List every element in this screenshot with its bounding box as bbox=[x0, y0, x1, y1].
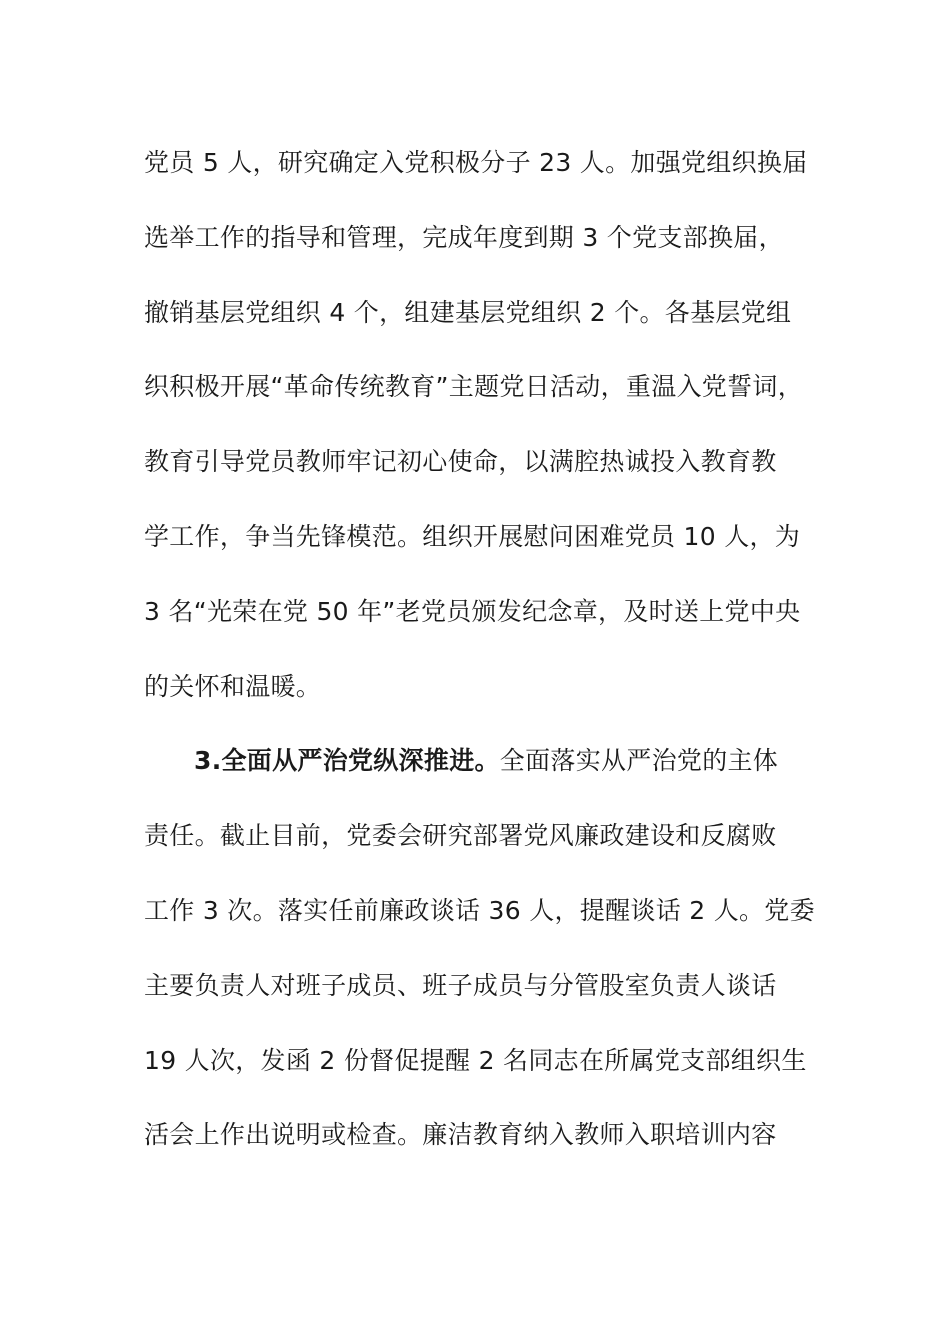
paragraph-line: 工作 3 次。落实任前廉政谈话 36 人，提醒谈话 2 人。党委 bbox=[144, 895, 815, 925]
section-heading-line bbox=[144, 724, 808, 799]
paragraph-line-rest: 全面落实从严治党的主体 bbox=[499, 746, 779, 776]
paragraph-line: 的关怀和温暖。 bbox=[144, 671, 322, 701]
paragraph-line: 党员 5 人，研究确定入党积极分子 23 人。加强党组织换届 bbox=[144, 148, 808, 177]
paragraph-line: 撤销基层党组织 4 个，组建基层党组织 2 个。各基层党组 bbox=[144, 297, 792, 327]
paragraph-line: 19 人次，发函 2 份督促提醒 2 名同志在所属党支部组织生 bbox=[144, 1045, 807, 1075]
document-body bbox=[144, 126, 815, 1173]
section-heading: 3.全面从严治党纵深推进。 bbox=[194, 746, 500, 776]
paragraph-line: 主要负责人对班子成员、班子成员与分管股室负责人谈话 bbox=[144, 970, 777, 1000]
paragraph-1 bbox=[144, 126, 808, 724]
paragraph-line: 织积极开展“革命传统教育”主题党日活动，重温入党誓词， bbox=[144, 372, 804, 402]
paragraph-line: 责任。截止目前，党委会研究部署党风廉政建设和反腐败 bbox=[144, 821, 777, 851]
paragraph-line: 教育引导党员教师牢记初心使命，以满腔热诚投入教育教 bbox=[144, 447, 777, 477]
paragraph-line: 选举工作的指导和管理，完成年度到期 3 个党支部换届， bbox=[144, 222, 784, 252]
paragraph-2 bbox=[144, 724, 815, 1173]
paragraph-line: 活会上作出说明或检查。廉洁教育纳入教师入职培训内容 bbox=[144, 1120, 777, 1150]
paragraph-line: 3 名“光荣在党 50 年”老党员颁发纪念章，及时送上党中央 bbox=[144, 596, 801, 626]
paragraph-line: 学工作，争当先锋模范。组织开展慰问困难党员 10 人，为 bbox=[144, 521, 801, 551]
